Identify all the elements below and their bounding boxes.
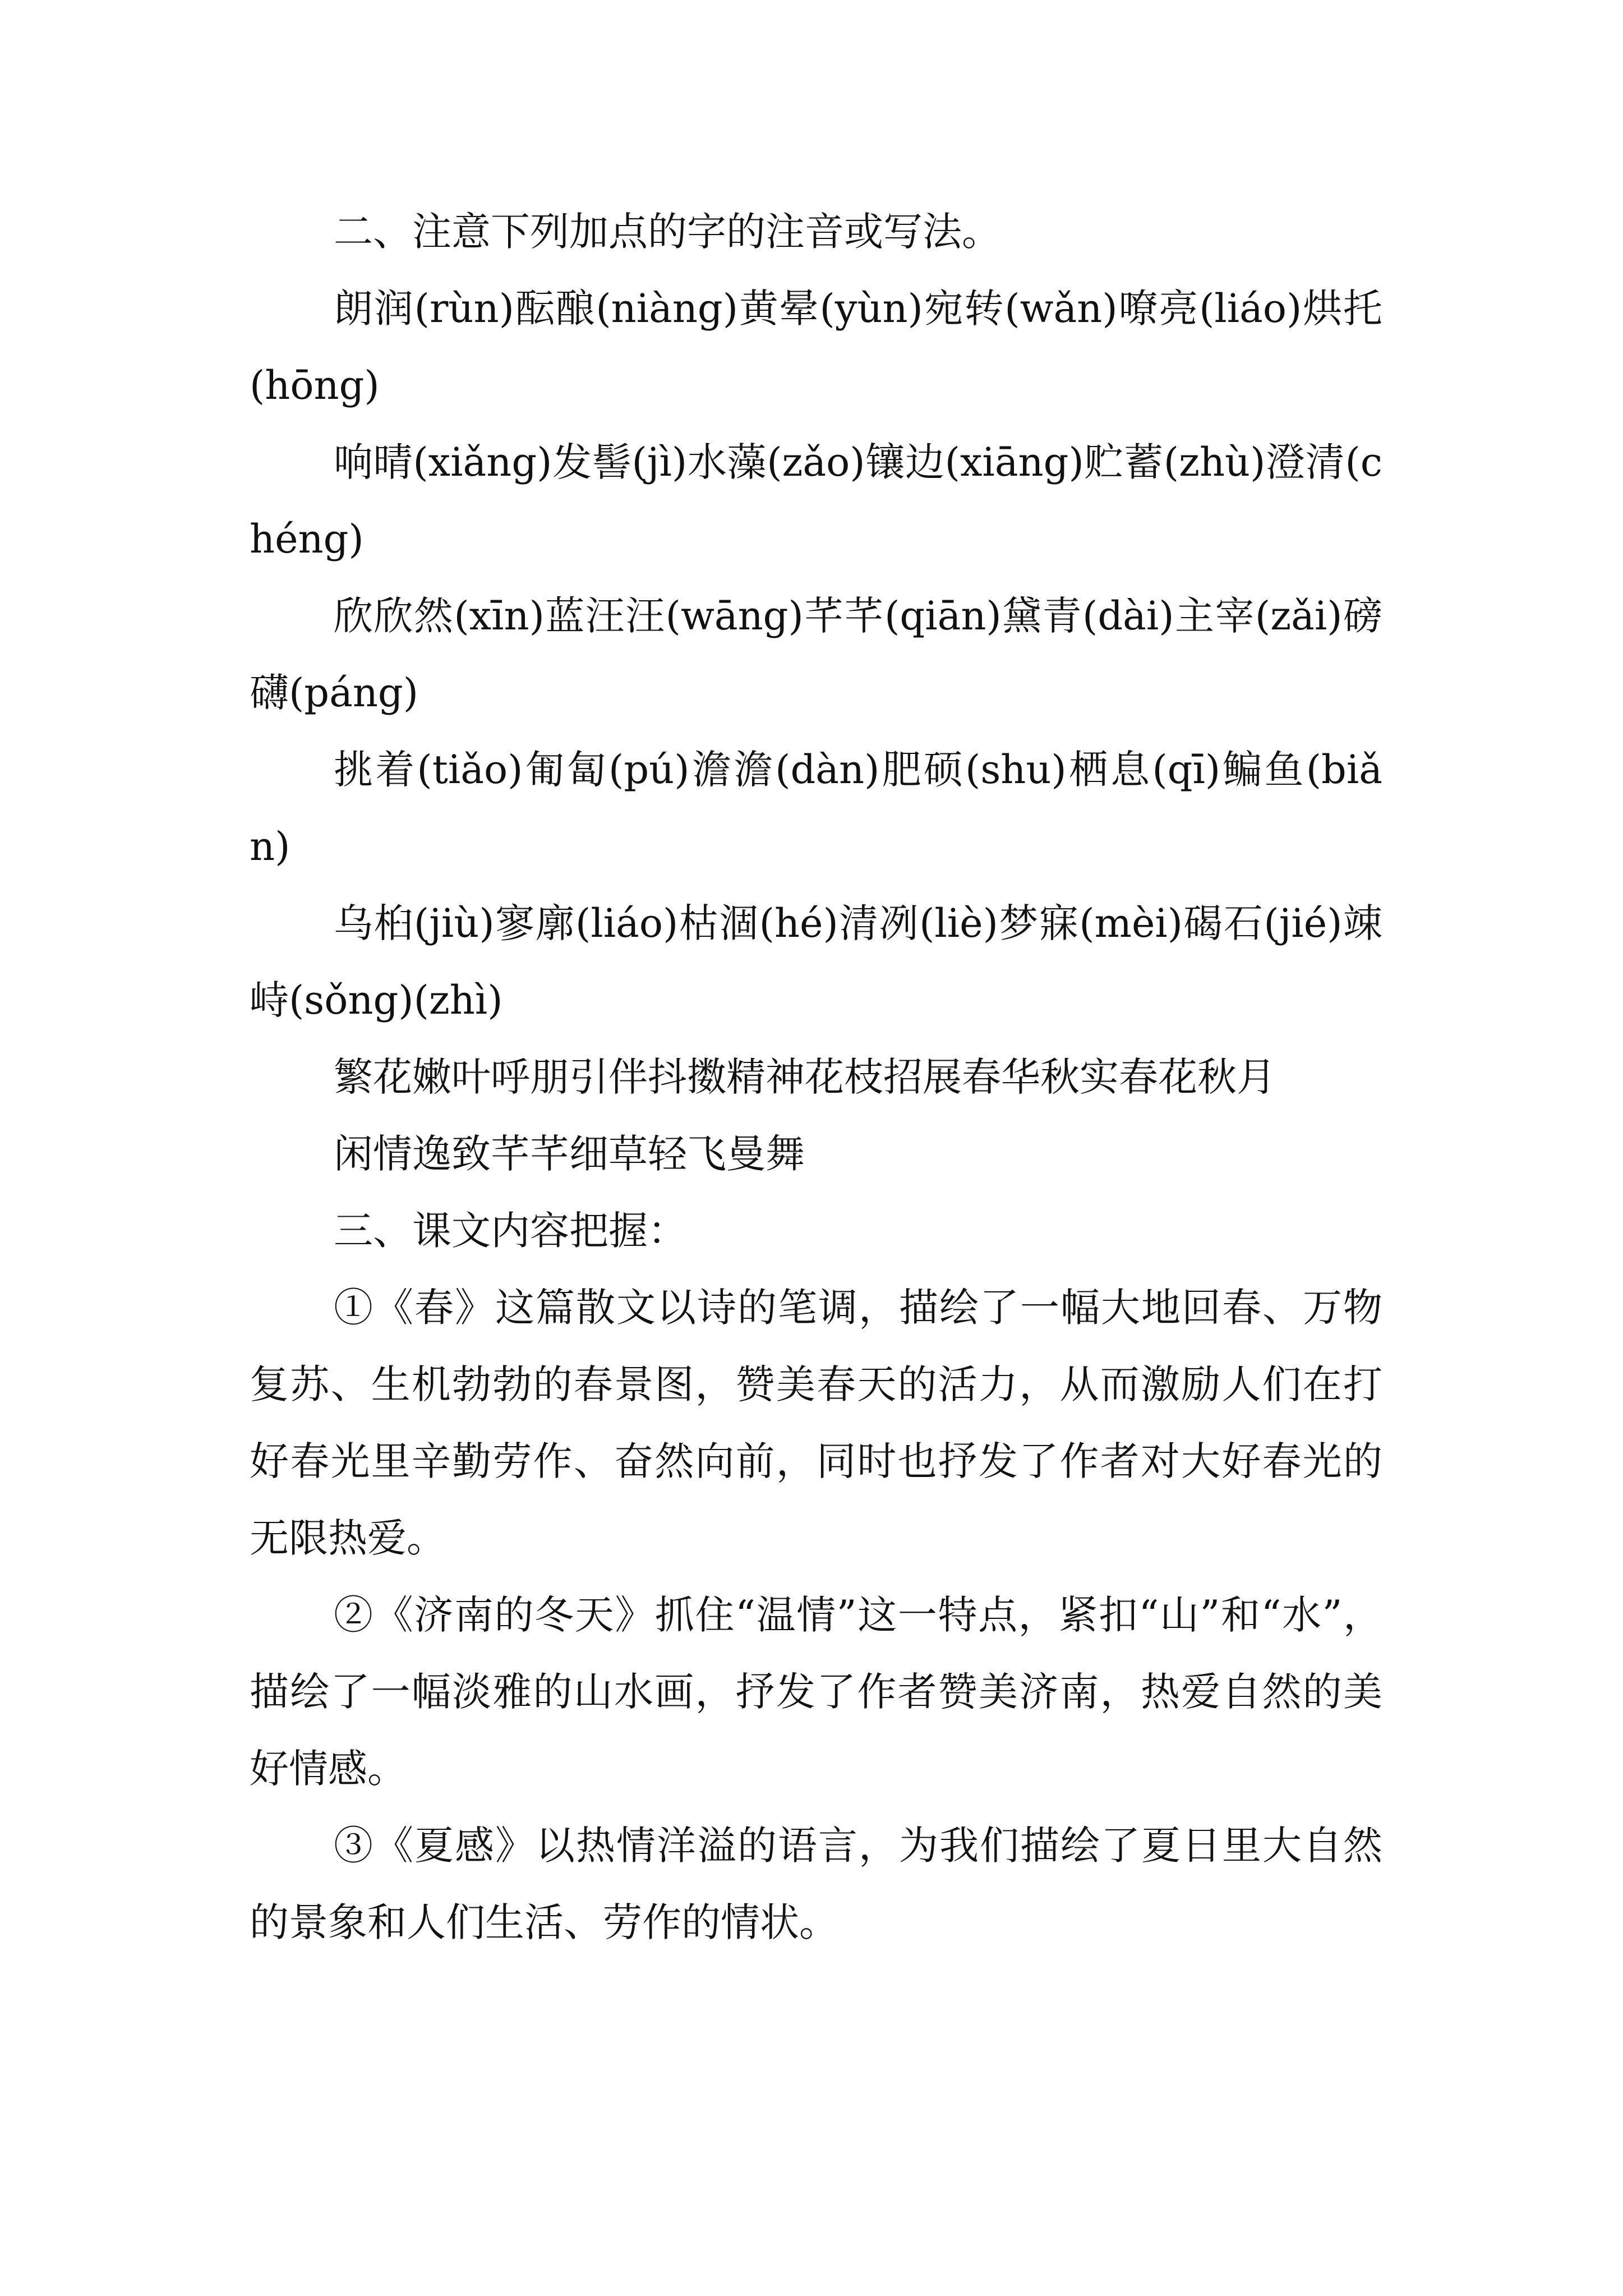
content-summary-summer: ③《夏感》以热情洋溢的语言，为我们描绘了夏日里大自然的景象和人们生活、劳作的情状。: [250, 1823, 1382, 1945]
pronunciation-line: 响晴(xiǎng)发髻(jì)水藻(zǎo)镶边(xiāng)贮蓄(zhù)澄清(chéng): [250, 439, 1382, 562]
pronunciation-line: 挑着(tiǎo)匍匐(pú)澹澹(dàn)肥硕(shu)栖息(qī)鳊鱼(biǎn): [250, 747, 1382, 869]
pronunciation-line: 乌桕(jiù)寥廓(liáo)枯涸(hé)清冽(liè)梦寐(mèi)碣石(jié)竦峙(sǒng)(zhì): [250, 900, 1382, 1023]
vocabulary-line: 闲情逸致芊芊细草轻飞曼舞: [334, 1131, 805, 1177]
content-summary-jinan-winter: ②《济南的冬天》抓住“温情”这一特点，紧扣“山”和“水”，描绘了一幅淡雅的山水画，抒发了作者赞美济南，热爱自然的美好情感。: [250, 1592, 1382, 1792]
content-summary-spring: ①《春》这篇散文以诗的笔调，描绘了一幅大地回春、万物复苏、生机勃勃的春景图，赞美春天的活力，从而激励人们在打好春光里辛勤劳作、奋然向前，同时也抒发了作者对大好春光的无限热爱。: [250, 1285, 1382, 1561]
section-heading-pronunciation: 二、注意下列加点的字的注音或写法。: [334, 209, 1001, 255]
pronunciation-line: 欣欣然(xīn)蓝汪汪(wāng)芊芊(qiān)黛青(dài)主宰(zǎi)磅礴(páng): [250, 593, 1382, 716]
vocabulary-line: 繁花嫩叶呼朋引伴抖擞精神花枝招展春华秋实春花秋月: [334, 1054, 1276, 1100]
section-heading-content: 三、课文内容把握：: [334, 1208, 687, 1254]
pronunciation-line: 朗润(rùn)酝酿(niàng)黄晕(yùn)宛转(wǎn)嘹亮(liáo)烘托(hōng): [250, 286, 1382, 408]
document-body: [250, 194, 1382, 1961]
